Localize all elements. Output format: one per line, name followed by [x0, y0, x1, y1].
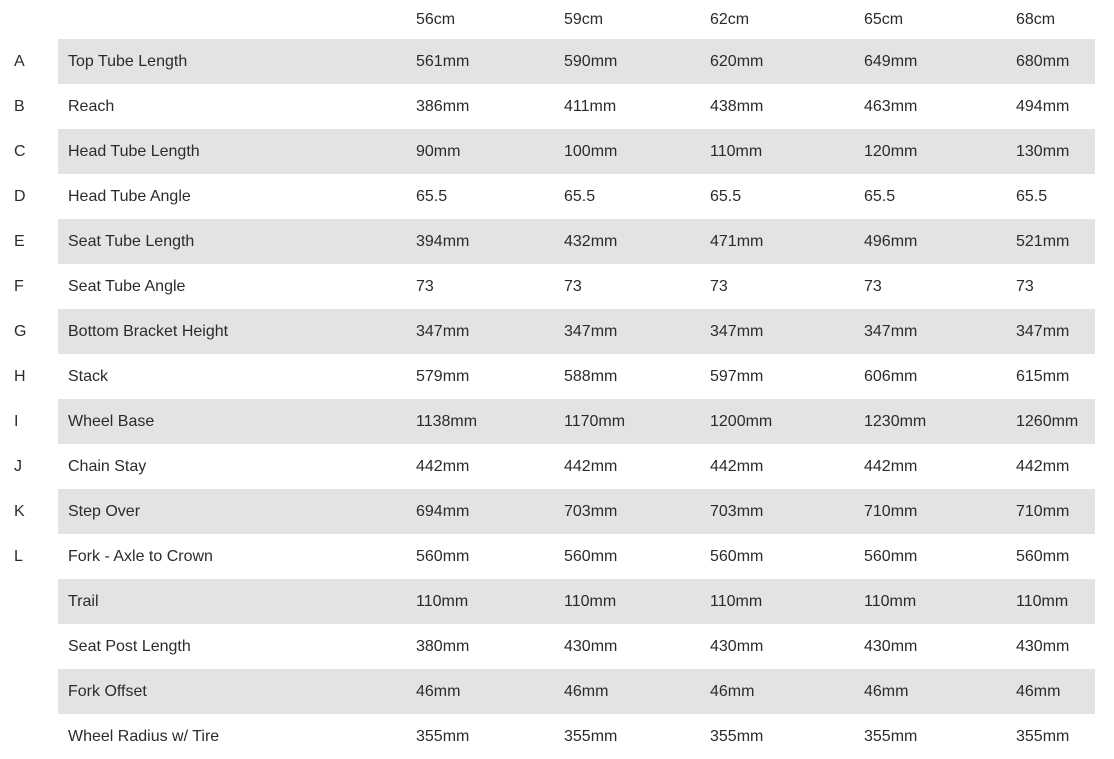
table-row: [0, 489, 1114, 534]
row-label: Wheel Radius w/ Tire: [68, 727, 220, 745]
row-value: 120mm: [864, 142, 918, 160]
row-value: 430mm: [864, 637, 918, 655]
row-value: 73: [416, 277, 434, 295]
row-value: 46mm: [710, 682, 755, 700]
row-value: 46mm: [864, 682, 909, 700]
row-value: 1260mm: [1016, 412, 1079, 430]
row-value: 73: [864, 277, 882, 295]
row-value: 110mm: [416, 592, 469, 610]
row-label: Wheel Base: [68, 412, 155, 430]
row-value: 90mm: [416, 142, 461, 160]
table-row: [0, 39, 1114, 84]
row-value: 65.5: [710, 187, 742, 205]
table-row: [0, 534, 1114, 579]
row-value: 710mm: [1016, 502, 1070, 520]
row-value: 463mm: [864, 97, 918, 115]
table-row: [0, 174, 1114, 219]
row-value: 65.5: [864, 187, 896, 205]
row-value: 110mm: [710, 142, 763, 160]
row-letter: I: [14, 412, 19, 430]
row-label: Trail: [68, 592, 99, 610]
row-value: 560mm: [1016, 547, 1070, 565]
table-body: [0, 39, 1114, 759]
row-value: 65.5: [1016, 187, 1048, 205]
row-value: 1230mm: [864, 412, 927, 430]
row-value: 355mm: [564, 727, 618, 745]
size-header-56: 56cm: [416, 10, 456, 28]
row-value: 347mm: [416, 322, 470, 340]
row-value: 703mm: [710, 502, 764, 520]
row-value: 710mm: [864, 502, 918, 520]
row-value: 521mm: [1016, 232, 1070, 250]
row-value: 560mm: [416, 547, 470, 565]
row-value: 442mm: [864, 457, 918, 475]
row-value: 130mm: [1016, 142, 1070, 160]
row-letter: C: [14, 142, 26, 160]
row-value: 355mm: [416, 727, 470, 745]
row-value: 1138mm: [416, 412, 478, 430]
row-value: 606mm: [864, 367, 918, 385]
row-value: 694mm: [416, 502, 470, 520]
size-header-68: 68cm: [1016, 10, 1056, 28]
row-value: 355mm: [864, 727, 918, 745]
row-value: 496mm: [864, 232, 918, 250]
row-value: 73: [1016, 277, 1034, 295]
row-value: 471mm: [710, 232, 764, 250]
row-label: Stack: [68, 367, 109, 385]
row-value: 560mm: [864, 547, 918, 565]
row-value: 386mm: [416, 97, 470, 115]
row-label: Seat Tube Angle: [68, 277, 186, 295]
row-value: 590mm: [564, 52, 618, 70]
row-value: 442mm: [416, 457, 470, 475]
row-value: 1170mm: [564, 412, 626, 430]
row-value: 347mm: [710, 322, 764, 340]
row-label: Seat Post Length: [68, 637, 191, 655]
row-value: 394mm: [416, 232, 470, 250]
row-value: 65.5: [416, 187, 448, 205]
table-row: [0, 669, 1114, 714]
size-header-59: 59cm: [564, 10, 604, 28]
table-row: [0, 354, 1114, 399]
row-value: 680mm: [1016, 52, 1070, 70]
row-value: 560mm: [710, 547, 764, 565]
row-value: 438mm: [710, 97, 764, 115]
row-value: 430mm: [1016, 637, 1070, 655]
row-value: 110mm: [1016, 592, 1069, 610]
table-row: [0, 309, 1114, 354]
row-value: 579mm: [416, 367, 470, 385]
row-value: 432mm: [564, 232, 618, 250]
row-label: Bottom Bracket Height: [68, 322, 229, 340]
table-row: [0, 399, 1114, 444]
row-label: Fork - Axle to Crown: [68, 547, 213, 565]
row-letter: H: [14, 367, 26, 385]
row-value: 100mm: [564, 142, 618, 160]
row-value: 561mm: [416, 52, 470, 70]
row-value: 46mm: [564, 682, 609, 700]
row-value: 65.5: [564, 187, 596, 205]
row-letter: G: [14, 322, 27, 340]
row-label: Top Tube Length: [68, 52, 188, 70]
row-value: 620mm: [710, 52, 764, 70]
row-value: 588mm: [564, 367, 618, 385]
row-label: Seat Tube Length: [68, 232, 195, 250]
row-value: 560mm: [564, 547, 618, 565]
row-value: 411mm: [564, 97, 617, 115]
row-label: Step Over: [68, 502, 141, 520]
row-value: 380mm: [416, 637, 470, 655]
table-row: [0, 624, 1114, 669]
row-value: 430mm: [564, 637, 618, 655]
table-row: [0, 129, 1114, 174]
row-value: 73: [564, 277, 582, 295]
row-value: 46mm: [1016, 682, 1061, 700]
row-label: Head Tube Length: [68, 142, 200, 160]
row-value: 73: [710, 277, 728, 295]
row-value: 46mm: [416, 682, 461, 700]
row-value: 430mm: [710, 637, 764, 655]
row-value: 597mm: [710, 367, 764, 385]
row-value: 110mm: [710, 592, 763, 610]
row-value: 347mm: [564, 322, 618, 340]
row-value: 442mm: [710, 457, 764, 475]
row-value: 347mm: [864, 322, 918, 340]
row-letter: B: [14, 97, 25, 115]
row-value: 442mm: [1016, 457, 1070, 475]
size-header-62: 62cm: [710, 10, 750, 28]
row-value: 703mm: [564, 502, 618, 520]
row-label: Reach: [68, 97, 115, 115]
row-letter: J: [14, 457, 22, 475]
row-value: 442mm: [564, 457, 618, 475]
table-row: [0, 84, 1114, 129]
table-row: [0, 444, 1114, 489]
table-row: [0, 714, 1114, 759]
row-value: 494mm: [1016, 97, 1070, 115]
row-letter: E: [14, 232, 25, 250]
size-header-65: 65cm: [864, 10, 904, 28]
row-value: 355mm: [710, 727, 764, 745]
row-value: 110mm: [864, 592, 917, 610]
row-value: 347mm: [1016, 322, 1070, 340]
row-value: 355mm: [1016, 727, 1070, 745]
table-header-row: [0, 0, 1114, 39]
table-row: [0, 579, 1114, 624]
row-label: Head Tube Angle: [68, 187, 191, 205]
row-value: 110mm: [564, 592, 617, 610]
row-value: 1200mm: [710, 412, 773, 430]
row-letter: F: [14, 277, 24, 295]
row-letter: D: [14, 187, 26, 205]
table-row: [0, 264, 1114, 309]
table-row: [0, 219, 1114, 264]
row-value: 649mm: [864, 52, 918, 70]
row-letter: L: [14, 547, 23, 565]
row-letter: A: [14, 52, 25, 70]
row-letter: K: [14, 502, 25, 520]
row-label: Chain Stay: [68, 457, 147, 475]
row-value: 615mm: [1016, 367, 1070, 385]
row-label: Fork Offset: [68, 682, 147, 700]
